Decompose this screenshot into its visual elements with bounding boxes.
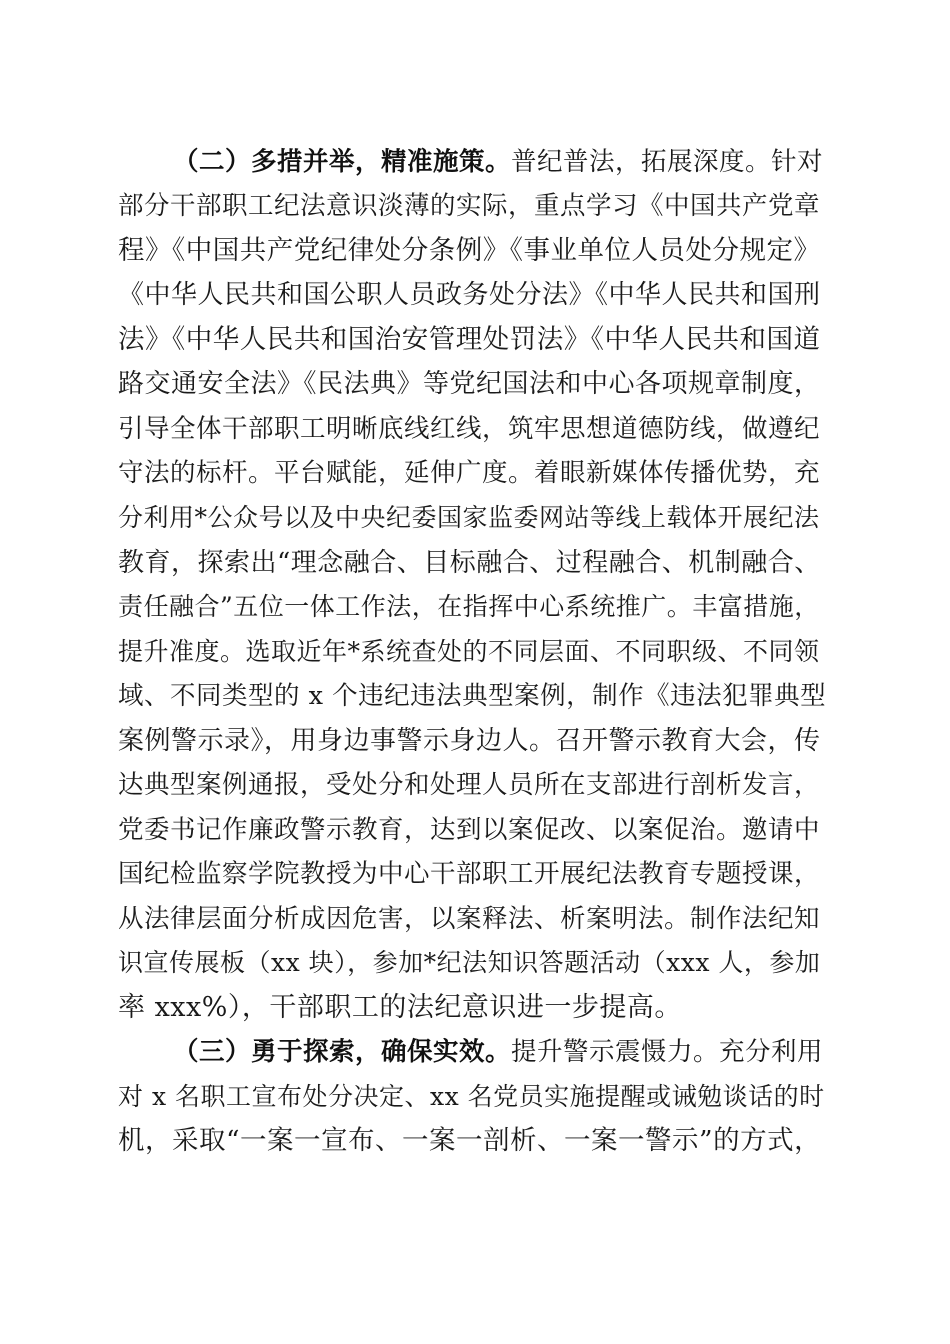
paragraph-line: 路交通安全法》《民法典》等党纪国法和中心各项规章制度，	[118, 369, 821, 399]
paragraph-line: 达典型案例通报，受处分和处理人员所在支部进行剖析发言，	[118, 770, 821, 800]
paragraph-line: 守法的标杆。平台赋能，延伸广度。着眼新媒体传播优势，充	[118, 458, 821, 488]
paragraph-line: 党委书记作廉政警示教育，达到以案促改、以案促治。邀请中	[118, 815, 821, 845]
paragraph-line	[173, 1036, 823, 1068]
paragraph-line: 法》《中华人民共和国治安管理处罚法》《中华人民共和国道	[118, 324, 821, 355]
paragraph-line: 域、不同类型的 x 个违纪违法典型案例，制作《违法犯罪典型	[118, 681, 827, 711]
paragraph-line: 识宣传展板（xx 块），参加*纪法知识答题活动（xxx 人，参加	[118, 948, 821, 977]
section-heading: （二）多措并举，精准施策。	[173, 147, 512, 177]
paragraph-line: 案例警示录》，用身边事警示身边人。召开警示教育大会，传	[118, 726, 821, 756]
paragraph-text: 普纪普法，拓展深度。针对	[511, 147, 824, 177]
paragraph-line: 责任融合”五位一体工作法，在指挥中心系统推广。丰富措施，	[118, 592, 820, 621]
paragraph-line	[173, 146, 823, 178]
paragraph-line: 国纪检监察学院教授为中心干部职工开展纪法教育专题授课，	[118, 859, 821, 889]
paragraph-line: 教育，探索出“理念融合、目标融合、过程融合、机制融合、	[118, 548, 821, 578]
paragraph-text: 提升警示震慑力。充分利用	[511, 1037, 824, 1067]
paragraph-line: 从法律层面分析成因危害，以案释法、析案明法。制作法纪知	[118, 904, 821, 934]
paragraph-line: 《中华人民共和国公职人员政务处分法》《中华人民共和国刑	[118, 280, 821, 310]
paragraph-line: 对 x 名职工宣布处分决定、xx 名党员实施提醒或诫勉谈话的时	[118, 1082, 825, 1111]
paragraph-line: 引导全体干部职工明晰底线红线，筑牢思想道德防线，做遵纪	[118, 414, 821, 444]
paragraph-line: 提升准度。选取近年*系统查处的不同层面、不同职级、不同领	[118, 637, 820, 666]
paragraph-line: 部分干部职工纪法意识淡薄的实际，重点学习《中国共产党章	[118, 191, 821, 221]
section-heading: （三）勇于探索，确保实效。	[173, 1037, 512, 1067]
paragraph-line: 率 xxx%），干部职工的法纪意识进一步提高。	[118, 992, 682, 1023]
paragraph-line: 程》《中国共产党纪律处分条例》《事业单位人员处分规定》	[118, 235, 821, 266]
paragraph-line: 机，采取“一案一宣布、一案一剖析、一案一警示”的方式，	[118, 1125, 822, 1156]
paragraph-line: 分利用*公众号以及中央纪委国家监委网站等线上载体开展纪法	[118, 503, 820, 532]
